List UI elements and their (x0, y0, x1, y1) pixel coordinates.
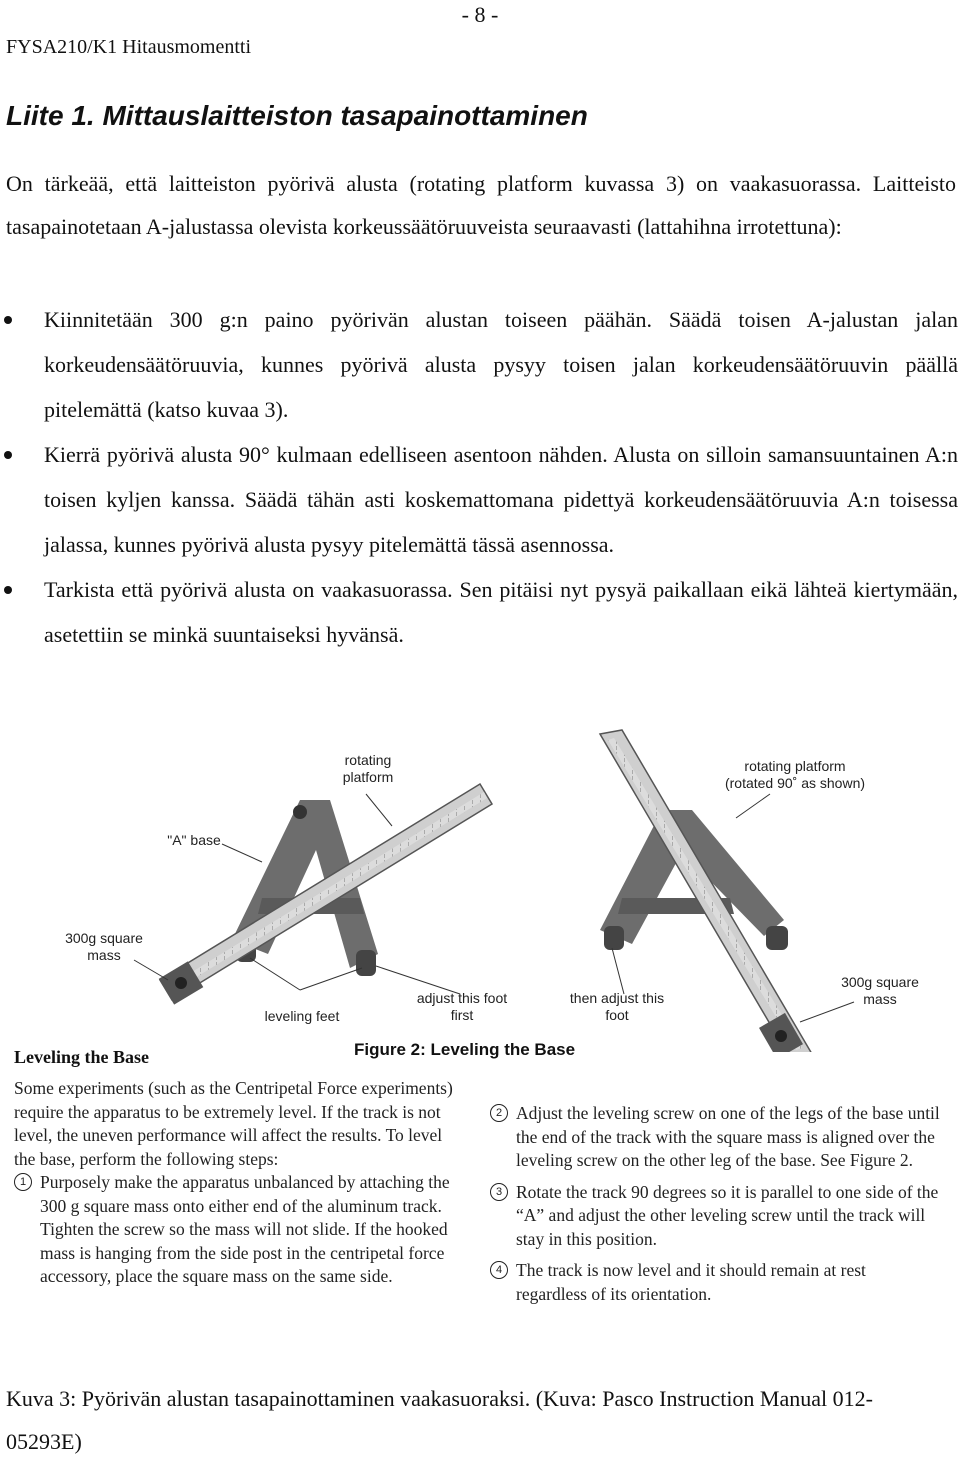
step-number-icon: 1 (14, 1173, 32, 1191)
step-text: Purposely make the apparatus unbalanced by attaching the 300 g square mass onto either end of the aluminum track. Tighten the screw so the mass will not slide. If the hooked mass is hanging from the side post in the centripetal force accessory, place the square mass on the same side. (40, 1172, 450, 1286)
list-item-text: Kierrä pyörivä alusta 90° kulmaan edelliseen asentoon nähden. Alusta on silloin samansuuntainen A:n toisen kyljen kanssa. Säädä tähän asti koskemattomana pidettyä korkeudensäätöruuvia A:n toisessa jalassa, kunnes pyörivä alusta pysyy pitelemättä tässä asennossa. (44, 442, 958, 557)
step-number-icon: 4 (490, 1261, 508, 1279)
bullet-icon (4, 316, 12, 324)
bullet-icon (4, 451, 12, 459)
figure-heading: Figure 2: Leveling the Base (354, 1040, 576, 1059)
manual-left-column (14, 1077, 454, 1289)
leveling-figure (0, 722, 960, 1362)
label-leveling-feet: leveling feet (264, 1008, 340, 1024)
manual-step (490, 1259, 940, 1306)
page-number: - 8 - (461, 2, 499, 27)
list-item-text: Tarkista että pyörivä alusta on vaakasuorassa. Sen pitäisi nyt pysyä paikallaan eikä lähteä kiertymään, asetettiin se minkä suuntaiseksi hyvänsä. (44, 577, 958, 647)
figure-caption: Kuva 3: Pyörivän alustan tasapainottaminen vaakasuoraksi. (Kuva: Pasco Instruction Manual 012-05293E) (6, 1386, 873, 1454)
label-rotating-platform-rotated: rotating platform (rotated 90˚ as shown) (724, 758, 866, 791)
label-then-adjust: then adjust this foot (569, 990, 665, 1023)
bullet-icon (4, 586, 12, 594)
step-number-icon: 3 (490, 1183, 508, 1201)
list-item (0, 297, 958, 432)
label-mass-left: 300g square mass (65, 930, 143, 963)
manual-box-heading: Leveling the Base (14, 1047, 149, 1067)
manual-step (14, 1171, 454, 1289)
manual-intro: Some experiments (such as the Centripetal Force experiments) require the apparatus to be extremely level. If the track is not level, the uneven performance will affect the results. To level the base, perform the following steps: (14, 1078, 453, 1169)
label-mass-right: 300g square mass (841, 974, 919, 1007)
step-text: Adjust the leveling screw on one of the legs of the base until the end of the track with the square mass is aligned over the leveling screw on the other leg of the base. See Figure 2. (516, 1103, 940, 1170)
step-number-icon: 2 (490, 1104, 508, 1122)
step-text: The track is now level and it should remain at rest regardless of its orientation. (516, 1260, 866, 1304)
step-text: Rotate the track 90 degrees so it is parallel to one side of the “A” and adjust the other leveling screw until the track will stay in this position. (516, 1181, 939, 1249)
label-rotating-platform: rotating platform (342, 752, 394, 785)
list-item (0, 567, 958, 657)
list-item (0, 432, 958, 567)
instruction-list (0, 297, 960, 657)
manual-step (490, 1181, 940, 1252)
label-a-base: "A" base (167, 832, 221, 848)
intro-paragraph: On tärkeää, että laitteiston pyörivä alusta (rotating platform kuvassa 3) on vaakasuorassa. Laitteisto tasapainotetaan A-jalustassa olevista korkeussäätöruuveista seuraavasti (lattahihna irrotettuna): (6, 171, 956, 239)
document-header: FYSA210/K1 Hitausmomentti (6, 36, 252, 58)
manual-right-column (490, 1102, 940, 1314)
manual-step (490, 1102, 940, 1173)
appendix-title: Liite 1. Mittauslaitteiston tasapainottaminen (6, 100, 588, 131)
list-item-text: Kiinnitetään 300 g:n paino pyörivän alustan toiseen päähän. Säädä toisen A-jalustan jalan korkeudensäätöruuvia, kunnes pyörivä alusta pysyy toisen jalan korkeudensäätöruuvin päällä pitelemättä (katso kuvaa 3). (44, 307, 958, 422)
label-adjust-first: adjust this foot first (416, 990, 508, 1023)
